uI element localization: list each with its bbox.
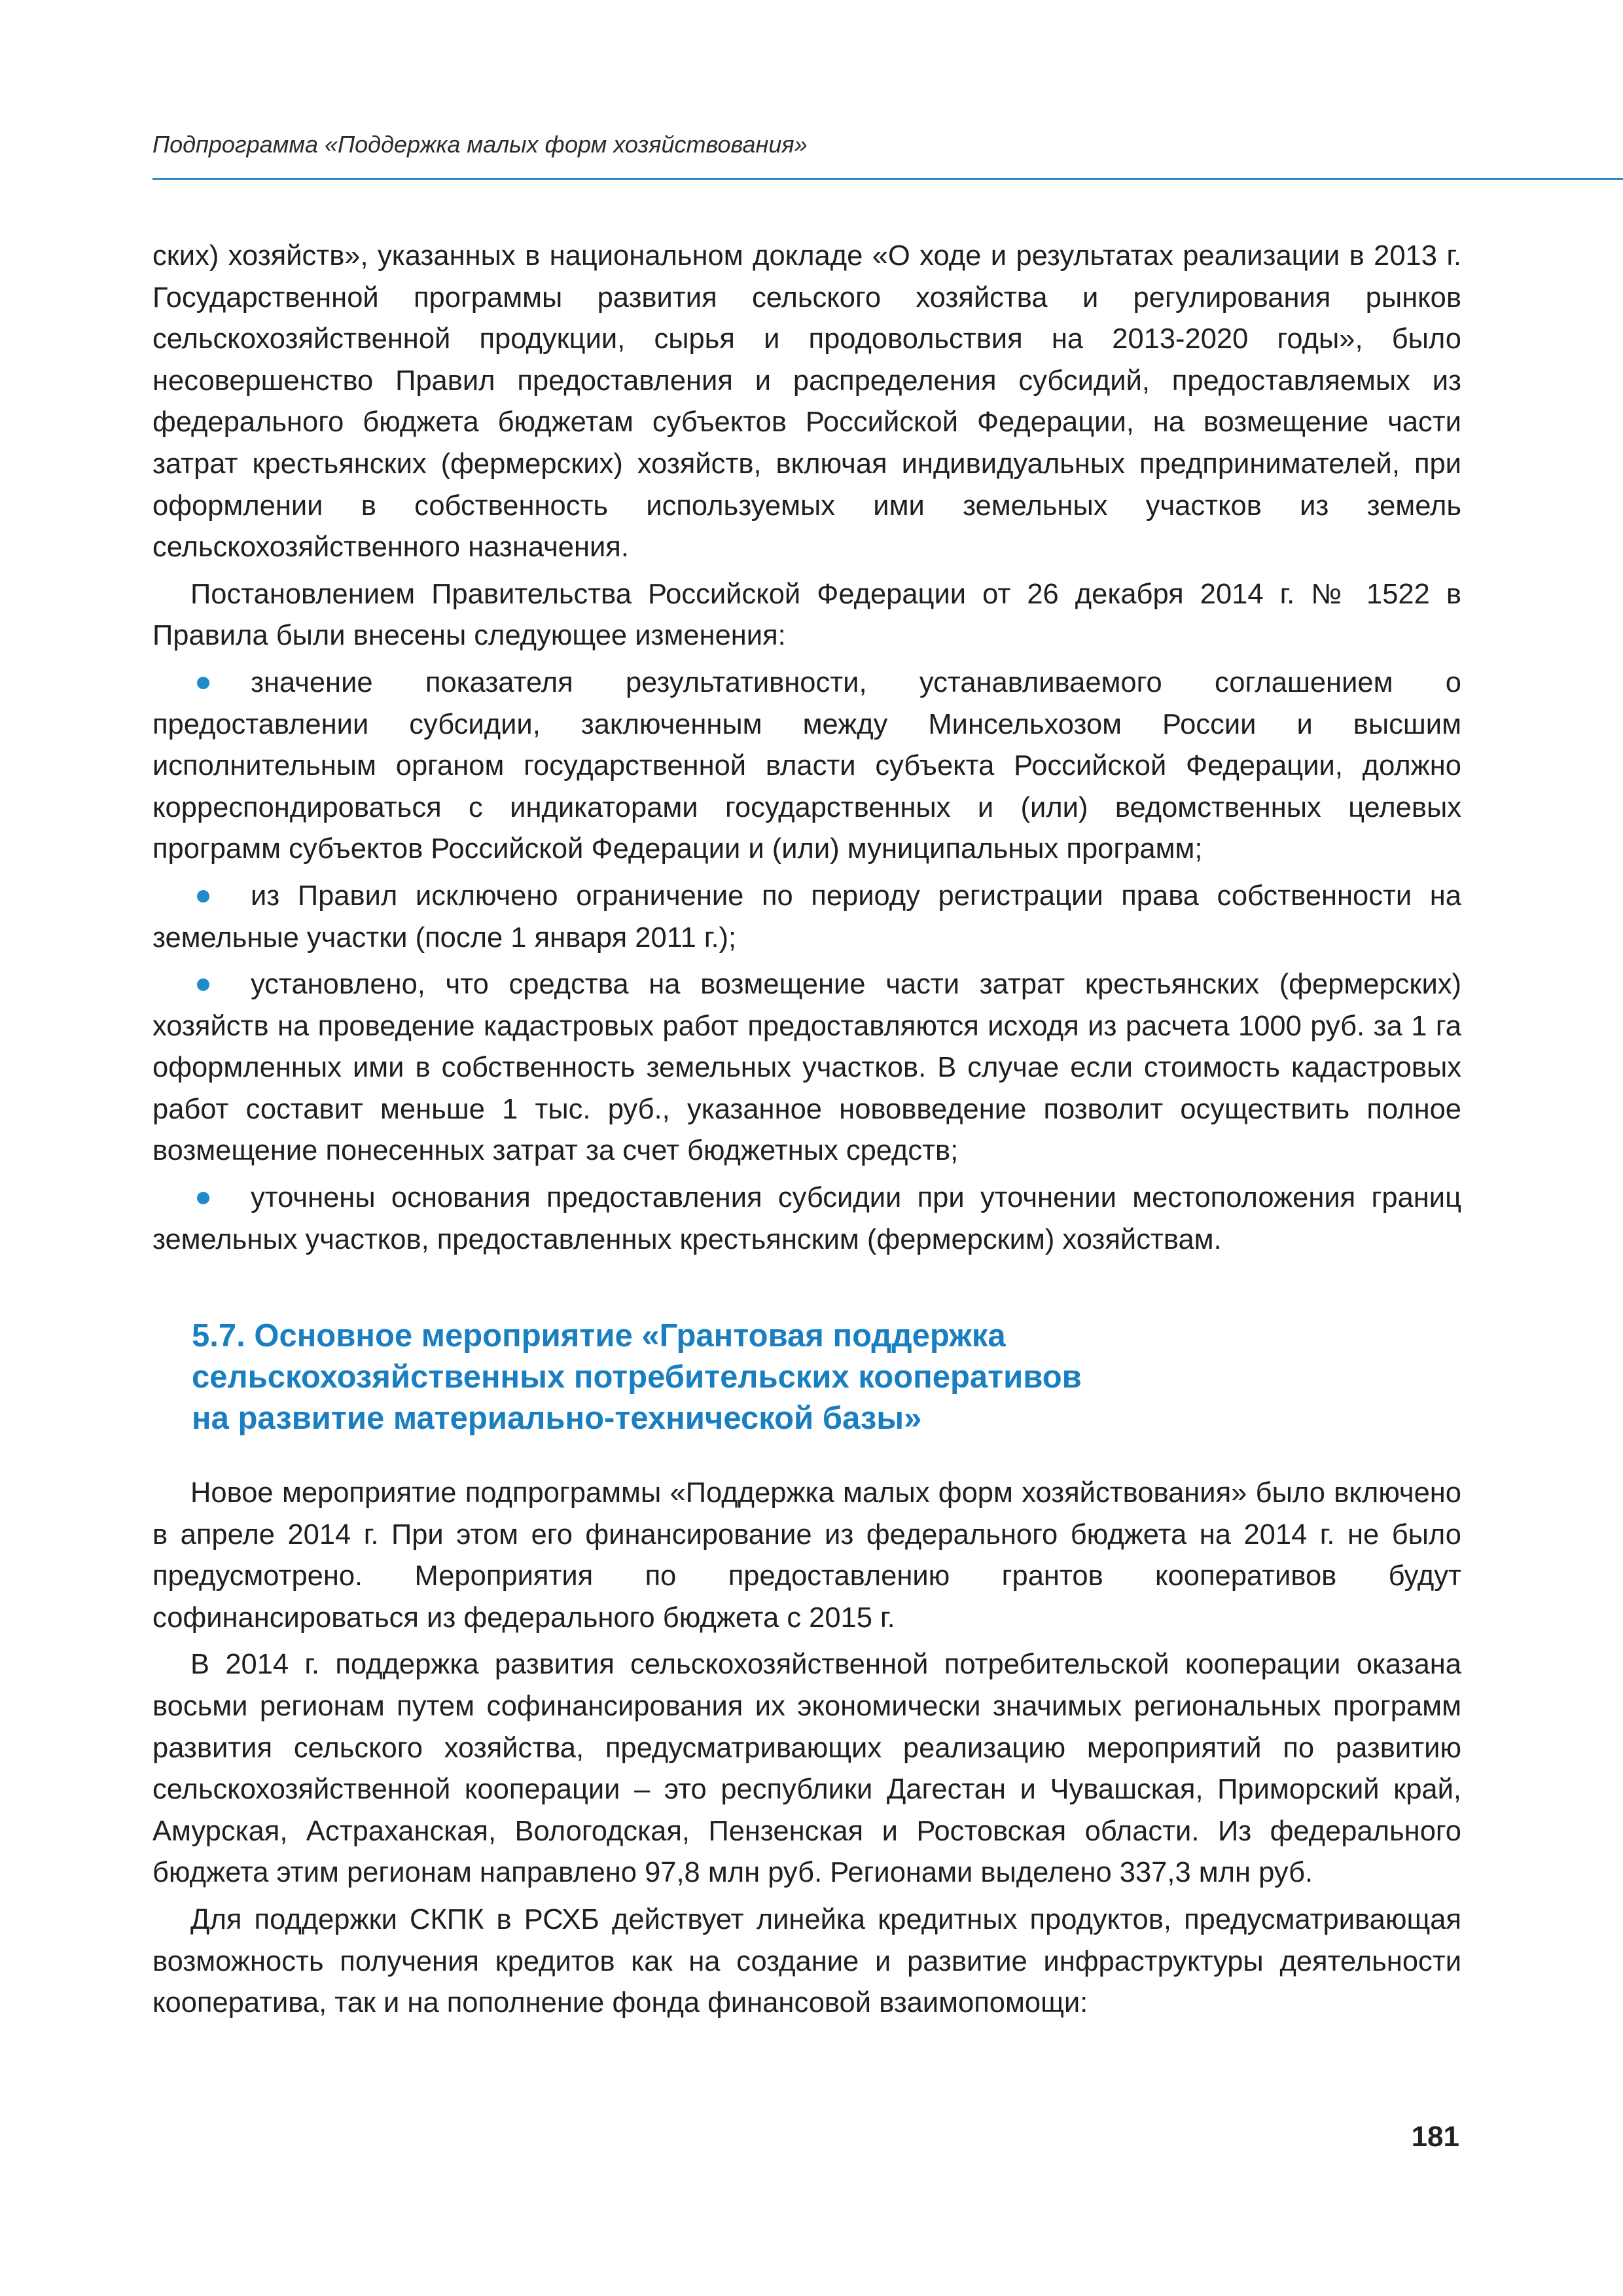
list-item-text: из Правил исключено ограничение по периоду регистрации права собственности на земельные участки (после 1 января 2011 г.);: [152, 880, 1461, 954]
body-text-section-1: [152, 236, 1461, 1266]
paragraph: ских) хозяйств», указанных в национальном докладе «О ходе и результатах реализации в 2013 г. Государственной программы развития сельского хозяйства и регулирования рынков сельскохозяйственной продукции, сырья и продовольствия на 2013-2020 годы», было несовершенство Правил предоставления и распределения субсидий, предоставляемых из федерального бюджета бюджетам субъектов Российской Федерации, на возмещение части затрат крестьянских (фермерских) хозяйств, включая индивидуальных предпринимателей, при оформлении в собственность используемых ими земельных участков из земель сельскохозяйственного назначения.: [152, 240, 1461, 564]
bullet-icon: [197, 1192, 209, 1204]
bullet-icon: [197, 978, 209, 991]
paragraph: В 2014 г. поддержка развития сельскохозяйственной потребительской кооперации оказана восьми регионам путем софинансирования их экономически значимых региональных программ развития сельского хозяйства, предусматривающих реализацию мероприятий по развитию сельскохозяйственной кооперации – это республики Дагестан и Чувашская, Приморский край, Амурская, Астраханская, Вологодская, Пензенская и Ростовская области. Из федерального бюджета этим регионам направлено 97,8 млн руб. Регионами выделено 337,3 млн руб.: [152, 1649, 1461, 1889]
section-heading-line: 5.7. Основное мероприятие «Грантовая поддержка: [192, 1318, 1006, 1354]
paragraph: Постановлением Правительства Российской Федерации от 26 декабря 2014 г. № 1522 в Правила были внесены следующее изменения:: [152, 578, 1461, 652]
running-header: Подпрограмма «Поддержка малых форм хозяйствования»: [152, 131, 808, 158]
list-item: [152, 876, 1461, 959]
list-item: [152, 964, 1461, 1172]
bullet-icon: [197, 677, 209, 689]
list-item-text: установлено, что средства на возмещение части затрат крестьянских (фермерских) хозяйств на проведение кадастровых работ предоставляются исходя из расчета 1000 руб. за 1 га оформленных ими в собственность земельных участков. В случае если стоимость кадастровых работ составит меньше 1 тыс. руб., указанное нововведение позволит осуществить полное возмещение понесенных затрат за счет бюджетных средств;: [152, 969, 1461, 1167]
section-heading: [192, 1316, 1370, 1439]
section-heading-line: на развитие материально-технической базы»: [192, 1401, 922, 1436]
list-item: [152, 1177, 1461, 1261]
bullet-icon: [197, 890, 209, 903]
bullet-list: [152, 662, 1461, 1261]
list-item-text: значение показателя результативности, устанавливаемого соглашением о предоставлении субсидии, заключенным между Минсельхозом России и высшим исполнительным органом государственной власти субъекта Российской Федерации, должно корреспондироваться с индикаторами государственных и (или) ведомственных целевых программ субъектов Российской Федерации и (или) муниципальных программ;: [152, 666, 1461, 865]
section-heading-line: сельскохозяйственных потребительских кооперативов: [192, 1359, 1082, 1395]
paragraph: Для поддержки СКПК в РСХБ действует линейка кредитных продуктов, предусматривающая возможность получения кредитов как на создание и развитие инфраструктуры деятельности кооператива, так и на пополнение фонда финансовой взаимопомощи:: [152, 1903, 1461, 2019]
page-number: 181: [1411, 2121, 1459, 2153]
paragraph: Новое мероприятие подпрограммы «Поддержка малых форм хозяйствования» было включено в апреле 2014 г. При этом его финансирование из федерального бюджета на 2014 г. не было предусмотрено. Мероприятия по предоставлению грантов кооперативов будут софинансироваться из федерального бюджета с 2015 г.: [152, 1477, 1461, 1634]
list-item: [152, 662, 1461, 870]
list-item-text: уточнены основания предоставления субсидии при уточнении местоположения границ земельных участков, предоставленных крестьянским (фермерским) хозяйствам.: [152, 1182, 1461, 1255]
body-text-section-2: [152, 1473, 1461, 2030]
header-divider: [152, 178, 1623, 180]
